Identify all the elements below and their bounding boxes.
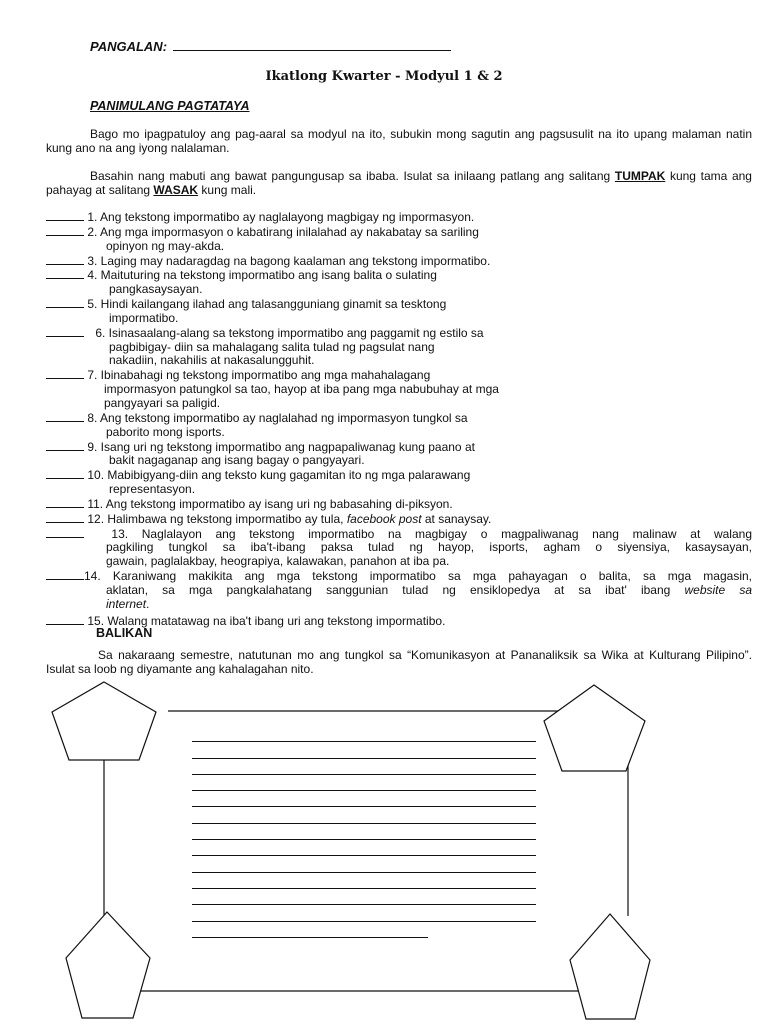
question-item-10-cont: representasyon. bbox=[109, 482, 196, 497]
question-item-13-cont-1: pagkiling tungkol sa iba't-ibang paksa tulad ng hayop, isports, agham o siyensiya, kasaysayan, bbox=[106, 540, 752, 555]
answer-line[interactable] bbox=[192, 726, 536, 742]
question-item-4-cont: pangkasaysayan. bbox=[109, 282, 203, 297]
section-heading-balikan: BALIKAN bbox=[96, 626, 153, 640]
answer-line[interactable] bbox=[192, 856, 536, 872]
word-tumpak: TUMPAK bbox=[614, 169, 666, 183]
pentagon-top-left bbox=[52, 682, 156, 760]
question-text: 12. Halimbawa ng tekstong impormatibo ay tula, bbox=[87, 511, 347, 526]
question-text-italic: facebook post bbox=[346, 511, 422, 526]
question-item-9-cont: bakit nagaganap ang isang bagay o pangyayari. bbox=[109, 453, 365, 468]
question-item-13-cont-2: gawain, paglalakbay, heograpiya, kalawakan, panahon at iba pa. bbox=[106, 554, 450, 569]
question-item-7-cont-1: impormasyon patungkol sa tao, hayop at iba pang mga nabubuhay at mga bbox=[104, 382, 499, 397]
answer-line[interactable] bbox=[192, 742, 536, 758]
question-text: 6. Isinasaalang-alang sa tekstong impormatibo ang paggamit ng estilo sa bbox=[95, 325, 484, 340]
question-text: 15. Walang matatawag na iba't ibang uri ang tekstong impormatibo. bbox=[87, 613, 446, 628]
instruction-text-b: kung tama ang pahayag at salitang bbox=[46, 169, 752, 197]
question-text: 1. Ang tekstong impormatibo ay naglalayong magbigay ng impormasyon. bbox=[87, 210, 475, 224]
pentagon-bottom-right bbox=[570, 914, 650, 1019]
balikan-text: Sa nakaraang semestre, natutunan mo ang tungkol sa “Komunikasyon at Pananaliksik sa Wika at Kulturang Pilipino”. Isulat sa loob ng diyamante ang kahalagahan nito. bbox=[46, 648, 752, 676]
question-text: 11. Ang tekstong impormatibo ay isang uri ng babasahing di-piksyon. bbox=[87, 496, 453, 511]
answer-line[interactable] bbox=[192, 905, 536, 921]
answer-line[interactable] bbox=[192, 759, 536, 775]
question-text: 3. Laging may nadaragdag na bagong kaalaman ang tekstong impormatibo. bbox=[87, 253, 491, 268]
question-text: 2. Ang mga impormasyon o kabatirang inilalahad ay nakabatay sa sariling bbox=[87, 224, 479, 239]
word-wasak: WASAK bbox=[153, 183, 199, 197]
name-label: PANGALAN: bbox=[90, 39, 168, 54]
answer-line[interactable] bbox=[192, 791, 536, 807]
pentagon-bottom-left bbox=[66, 912, 150, 1018]
answer-lines[interactable] bbox=[192, 726, 536, 938]
question-item-8-cont: paborito mong isports. bbox=[106, 424, 225, 439]
question-text: 13. Naglalayon ang tekstong impormatibo na magbigay o magpaliwanag nang malinaw at walang bbox=[111, 526, 752, 541]
answer-line[interactable] bbox=[192, 840, 536, 856]
question-text: 9. Isang uri ng tekstong impormatibo ang nagpapaliwanag kung paano at bbox=[87, 439, 475, 454]
question-item-5-cont: impormatibo. bbox=[109, 310, 179, 325]
question-item-6-cont-2: nakadiin, nakahilis at nakasalungguhit. bbox=[109, 353, 315, 368]
answer-line[interactable] bbox=[192, 807, 536, 823]
question-text: aklatan, sa mga pangkalahatang sanggunian tulad ng ensiklopedya at sa ibat' ibang bbox=[106, 582, 685, 597]
question-text-end: at sanaysay. bbox=[421, 511, 492, 526]
page-title: Ikatlong Kwarter - Modyul 1 & 2 bbox=[265, 69, 503, 84]
question-item-7-cont-2: pangyayari sa paligid. bbox=[104, 395, 221, 410]
question-text-italic: website sa bbox=[684, 582, 753, 597]
question-text: 7. Ibinabahagi ng tekstong impormatibo ang mga mahahalagang bbox=[87, 368, 431, 383]
question-text: 14. Karaniwang makikita ang mga tekstong impormatibo sa mga pahayagan o balita, sa mga magasin, bbox=[84, 569, 752, 584]
question-item-6-cont-1: pagbibigay- diin sa mahalagang salita tulad ng pagsulat nang bbox=[109, 339, 435, 354]
answer-line[interactable] bbox=[192, 824, 536, 840]
answer-line-last[interactable] bbox=[192, 922, 428, 938]
instruction-text-c: kung mali. bbox=[198, 183, 257, 197]
question-text: 5. Hindi kailangang ilahad ang talasangguniang ginamit sa tesktong bbox=[87, 297, 447, 312]
question-text: 4. Maituturing na tekstong impormatibo ang isang balita o sulating bbox=[87, 268, 437, 283]
answer-line[interactable] bbox=[192, 873, 536, 889]
question-text: 8. Ang tekstong impormatibo ay naglalahad ng impormasyon tungkol sa bbox=[87, 410, 468, 425]
intro-text: Bago mo ipagpatuloy ang pag-aaral sa modyul na ito, subukin mong sagutin ang pagsusulit na ito upang malaman natin kung ano na ang iyong nalalaman. bbox=[46, 127, 752, 155]
instruction-text-a: Basahin nang mabuti ang bawat pangungusap sa ibaba. Isulat sa inilaang patlang ang salitang bbox=[90, 169, 615, 183]
answer-line[interactable] bbox=[192, 889, 536, 905]
pentagon-top-right bbox=[544, 685, 645, 771]
answer-line[interactable] bbox=[192, 775, 536, 791]
question-text-italic: internet bbox=[106, 596, 147, 611]
question-text-end: . bbox=[146, 596, 150, 611]
section-heading-panimula: PANIMULANG PAGTATAYA bbox=[90, 99, 250, 113]
question-text: 10. Mabibigyang-diin ang teksto kung gagamitan ito ng mga palarawang bbox=[87, 468, 471, 483]
question-item-2-cont: opinyon ng may-akda. bbox=[106, 238, 225, 253]
